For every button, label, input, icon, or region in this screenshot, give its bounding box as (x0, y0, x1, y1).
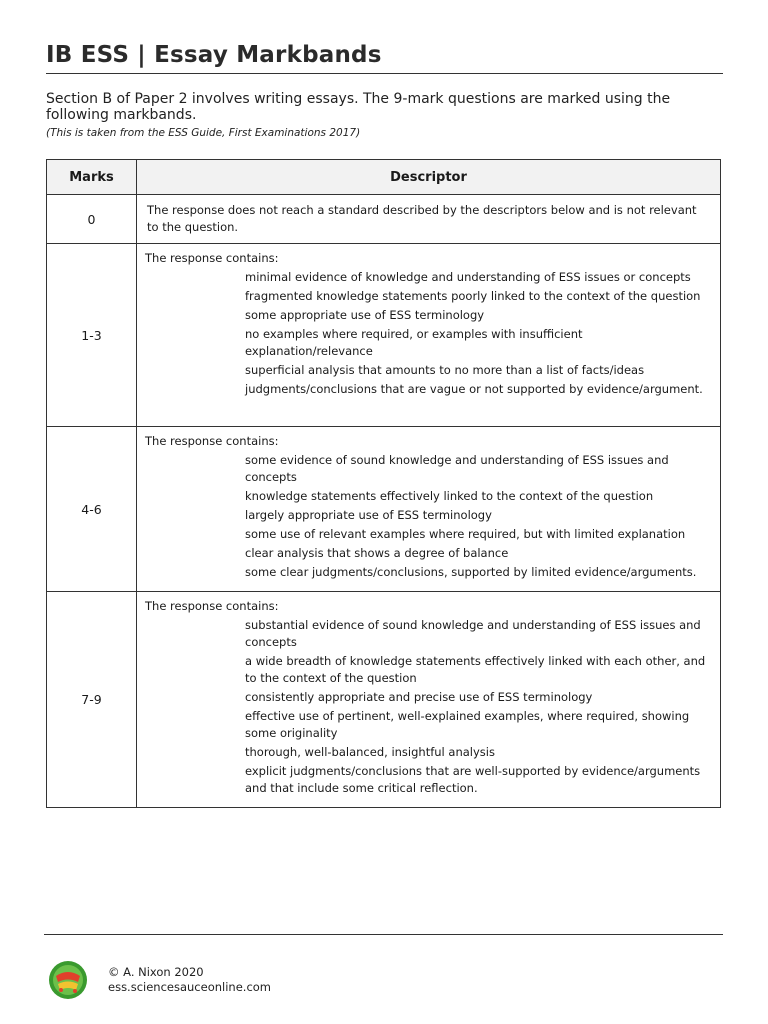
descriptor-column-header: Descriptor (137, 160, 721, 195)
intro-paragraph: Section B of Paper 2 involves writing essays. The 9-mark questions are marked using the following markbands. (46, 91, 671, 123)
table-header-row (47, 160, 721, 195)
website-link[interactable]: ess.sciencesauceonline.com (108, 980, 272, 994)
criterion-item: some appropriate use of ESS terminology (245, 308, 485, 322)
criterion-item: some clear judgments/conclusions, supported by limited evidence/arguments. (245, 565, 697, 579)
criterion-item: minimal evidence of knowledge and understanding of ESS issues or concepts (245, 270, 691, 284)
markbands-table (46, 159, 721, 808)
descriptor-cell (137, 195, 721, 244)
criterion-item: some evidence of sound knowledge and understanding of ESS issues and concepts (245, 453, 669, 484)
criterion-item: effective use of pertinent, well-explained examples, where required, showing some originality (245, 709, 690, 740)
criterion-item: no examples where required, or examples with insufficient explanation/relevance (245, 327, 583, 358)
criterion-item: clear analysis that shows a degree of balance (245, 546, 509, 560)
descriptor-lead: The response contains: (145, 434, 279, 448)
descriptor-lead: The response contains: (145, 251, 279, 265)
marks-cell: 7-9 (47, 592, 137, 808)
descriptor-cell (137, 244, 721, 427)
marks-cell: 1-3 (47, 244, 137, 427)
descriptor-text: The response does not reach a standard described by the descriptors below and is not relevant to the question. (147, 203, 697, 234)
criterion-item: judgments/conclusions that are vague or not supported by evidence/argument. (245, 382, 703, 396)
marks-cell: 4-6 (47, 427, 137, 592)
table-row (47, 592, 721, 808)
criterion-item: a wide breadth of knowledge statements effectively linked with each other, and to the context of the question (245, 654, 706, 685)
criterion-item: largely appropriate use of ESS terminology (245, 508, 492, 522)
descriptor-cell (137, 427, 721, 592)
footer-credits (108, 965, 271, 995)
science-sauce-logo (48, 960, 88, 1000)
source-note: (This is taken from the ESS Guide, First Examinations 2017) (46, 127, 361, 139)
table-row (47, 244, 721, 427)
criterion-item: superficial analysis that amounts to no more than a list of facts/ideas (245, 363, 645, 377)
criterion-item: explicit judgments/conclusions that are well-supported by evidence/arguments and that include some critical reflection. (245, 764, 701, 795)
descriptor-lead: The response contains: (145, 599, 279, 613)
criterion-item: consistently appropriate and precise use of ESS terminology (245, 690, 593, 704)
footer-divider (44, 934, 723, 935)
table-row (47, 195, 721, 244)
marks-column-header: Marks (47, 160, 137, 195)
criterion-item: thorough, well-balanced, insightful analysis (245, 745, 495, 759)
marks-cell: 0 (47, 195, 137, 244)
title-divider (46, 73, 723, 74)
criterion-item: fragmented knowledge statements poorly linked to the context of the question (245, 289, 701, 303)
descriptor-cell (137, 592, 721, 808)
criterion-item: knowledge statements effectively linked to the context of the question (245, 489, 654, 503)
criterion-item: substantial evidence of sound knowledge and understanding of ESS issues and concepts (245, 618, 701, 649)
table-row (47, 427, 721, 592)
copyright-text: © A. Nixon 2020 (108, 965, 204, 979)
criterion-item: some use of relevant examples where required, but with limited explanation (245, 527, 686, 541)
page-title: IB ESS | Essay Markbands (46, 42, 382, 68)
